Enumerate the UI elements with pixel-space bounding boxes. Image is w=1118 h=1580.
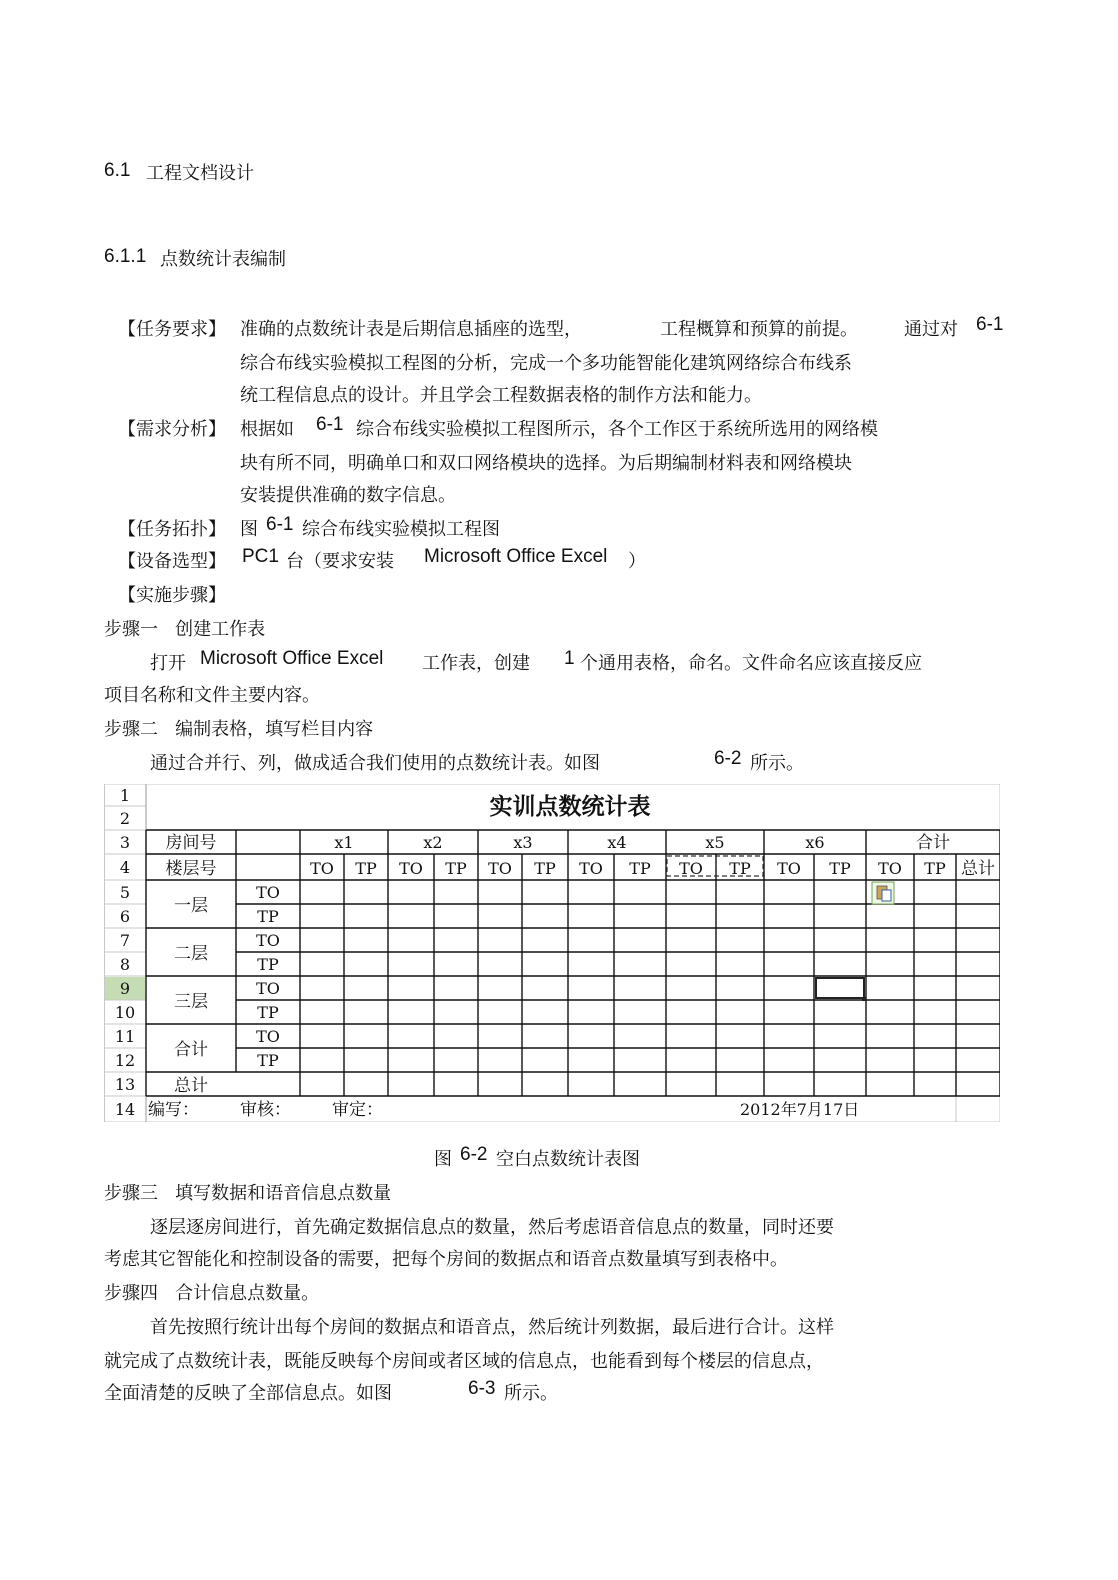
row-number: 11 — [114, 1027, 136, 1046]
sum-row-label: 总计 — [174, 1076, 208, 1096]
sub-header: TO — [679, 859, 703, 878]
caption-a: 图 — [434, 1149, 452, 1170]
row-number: 3 — [119, 833, 131, 852]
step2-p1a: 通过合并行、列，做成适合我们使用的点数统计表。如图 — [150, 753, 600, 774]
sub-header: TO — [579, 859, 603, 878]
section-number: 6.1 — [104, 160, 131, 181]
footer-reviewer: 审核： — [240, 1100, 291, 1120]
room-header: x5 — [705, 833, 725, 852]
task-req-line1d: 6-1 — [976, 314, 1004, 335]
step1-p1d: 1 — [564, 648, 575, 669]
row-number: 6 — [119, 907, 131, 926]
sub-header: TP — [829, 859, 851, 878]
analysis-line1a: 根据如 — [240, 419, 294, 440]
task-req-line2: 综合布线实验模拟工程图的分析，完成一个多功能智能化建筑网络综合布线系 — [240, 353, 852, 374]
step1-title: 步骤一 创建工作表 — [104, 619, 266, 640]
task-req-line1a: 准确的点数统计表是后期信息插座的选型， — [240, 319, 582, 340]
floor-label: 合计 — [174, 1040, 208, 1060]
sub-header: TP — [629, 859, 651, 878]
caption-c: 空白点数统计表图 — [496, 1149, 640, 1170]
row-type-tp: TP — [257, 907, 279, 926]
task-req-label: 【任务要求】 — [118, 319, 226, 340]
floor-label: 一层 — [174, 896, 208, 916]
sub-header: TO — [878, 859, 902, 878]
sub-header: TP — [729, 859, 751, 878]
step4-p3a: 全面清楚的反映了全部信息点。如图 — [104, 1383, 392, 1404]
task-req-line1b: 工程概算和预算的前提。 — [660, 319, 858, 340]
step2-p1c: 所示。 — [750, 753, 804, 774]
room-header: x6 — [805, 833, 825, 852]
task-req-line3: 统工程信息点的设计。并且学会工程数据表格的制作方法和能力。 — [240, 385, 762, 406]
sub-header: TP — [445, 859, 467, 878]
steps-label: 【实施步骤】 — [118, 585, 226, 606]
row-type-to: TO — [256, 883, 280, 902]
step2-title: 步骤二 编制表格，填写栏目内容 — [104, 719, 374, 740]
row-number: 2 — [119, 809, 131, 828]
step2-p1b: 6-2 — [714, 748, 742, 769]
device-b: 台（要求安装 — [286, 551, 394, 572]
sheet-graphic — [104, 784, 1000, 1122]
step4-p2: 就完成了点数统计表，既能反映每个房间或者区域的信息点，也能看到每个楼层的信息点， — [104, 1351, 824, 1372]
analysis-line2: 块有所不同，明确单口和双口网络模块的选择。为后期编制材料表和网络模块 — [240, 453, 852, 474]
row-number: 8 — [119, 955, 131, 974]
row-type-to: TO — [256, 1027, 280, 1046]
row-type-tp: TP — [257, 1051, 279, 1070]
point-count-sheet — [104, 784, 1000, 1122]
step3-p1: 逐层逐房间进行，首先确定数据信息点的数量，然后考虑语音信息点的数量，同时还要 — [150, 1217, 834, 1238]
step1-p1c: 工作表，创建 — [422, 653, 530, 674]
sub-header: TO — [399, 859, 423, 878]
footer-approver: 审定： — [332, 1100, 383, 1120]
room-number-label: 房间号 — [165, 833, 217, 853]
footer-date: 2012年7月17日 — [740, 1100, 860, 1119]
subsection-title: 点数统计表编制 — [160, 249, 286, 270]
task-req-line1c: 通过对 — [904, 319, 958, 340]
step1-p1a: 打开 — [150, 653, 186, 674]
row-type-to: TO — [256, 979, 280, 998]
step4-p3b: 6-3 — [468, 1378, 496, 1399]
analysis-line1b: 6-1 — [316, 414, 344, 435]
total-header: 合计 — [916, 833, 950, 853]
row-number: 7 — [119, 931, 131, 950]
step4-p1: 首先按照行统计出每个房间的数据点和语音点，然后统计列数据，最后进行合计。这样 — [150, 1317, 834, 1338]
analysis-line1c: 综合布线实验模拟工程图所示，各个工作区于系统所选用的网络模 — [356, 419, 878, 440]
row-type-tp: TP — [257, 955, 279, 974]
row-number: 9 — [119, 979, 131, 998]
room-header: x3 — [513, 833, 533, 852]
sub-header: TP — [355, 859, 377, 878]
section-title: 工程文档设计 — [146, 163, 254, 184]
topology-label: 【任务拓扑】 — [118, 519, 226, 540]
step3-title: 步骤三 填写数据和语音信息点数量 — [104, 1183, 392, 1204]
subsection-number: 6.1.1 — [104, 246, 147, 267]
room-header: x4 — [607, 833, 627, 852]
device-label: 【设备选型】 — [118, 551, 226, 572]
analysis-label: 【需求分析】 — [118, 419, 226, 440]
device-c: Microsoft Office Excel — [424, 546, 608, 567]
topology-a: 图 — [240, 519, 258, 540]
sub-header: TP — [924, 859, 946, 878]
row-number: 1 — [119, 786, 131, 805]
sheet-title: 实训点数统计表 — [489, 794, 651, 820]
step1-p2: 项目名称和文件主要内容。 — [104, 685, 320, 706]
sub-header: TP — [534, 859, 556, 878]
topology-b: 6-1 — [266, 514, 294, 535]
row-type-tp: TP — [257, 1003, 279, 1022]
row-number: 13 — [114, 1075, 136, 1094]
step4-title: 步骤四 合计信息点数量。 — [104, 1283, 320, 1304]
sub-header: TO — [488, 859, 512, 878]
device-a: PC1 — [242, 546, 279, 567]
row-number: 10 — [114, 1003, 136, 1022]
selected-cell — [816, 978, 864, 998]
step1-p1e: 个通用表格，命名。文件命名应该直接反应 — [580, 653, 922, 674]
step1-p1b: Microsoft Office Excel — [200, 648, 384, 669]
floor-label: 二层 — [174, 944, 208, 964]
row-number: 5 — [119, 883, 131, 902]
step3-p2: 考虑其它智能化和控制设备的需要，把每个房间的数据点和语音点数量填写到表格中。 — [104, 1249, 788, 1270]
sub-header: TO — [777, 859, 801, 878]
device-d: ） — [628, 551, 646, 572]
analysis-line3: 安装提供准确的数字信息。 — [240, 485, 456, 506]
topology-c: 综合布线实验模拟工程图 — [302, 519, 500, 540]
grand-total-header: 总计 — [961, 859, 995, 879]
room-header: x2 — [423, 833, 443, 852]
floor-number-label: 楼层号 — [165, 859, 217, 879]
sub-header: TO — [310, 859, 334, 878]
paper-icon — [882, 890, 891, 901]
row-number: 12 — [114, 1051, 136, 1070]
row-number: 14 — [114, 1100, 136, 1119]
footer-editor: 编写： — [148, 1100, 199, 1120]
row-type-to: TO — [256, 931, 280, 950]
floor-label: 三层 — [174, 992, 208, 1012]
row-number: 4 — [119, 858, 131, 877]
fill-handle — [862, 997, 866, 1001]
caption-b: 6-2 — [460, 1144, 488, 1165]
room-header: x1 — [334, 833, 354, 852]
step4-p3c: 所示。 — [504, 1383, 558, 1404]
